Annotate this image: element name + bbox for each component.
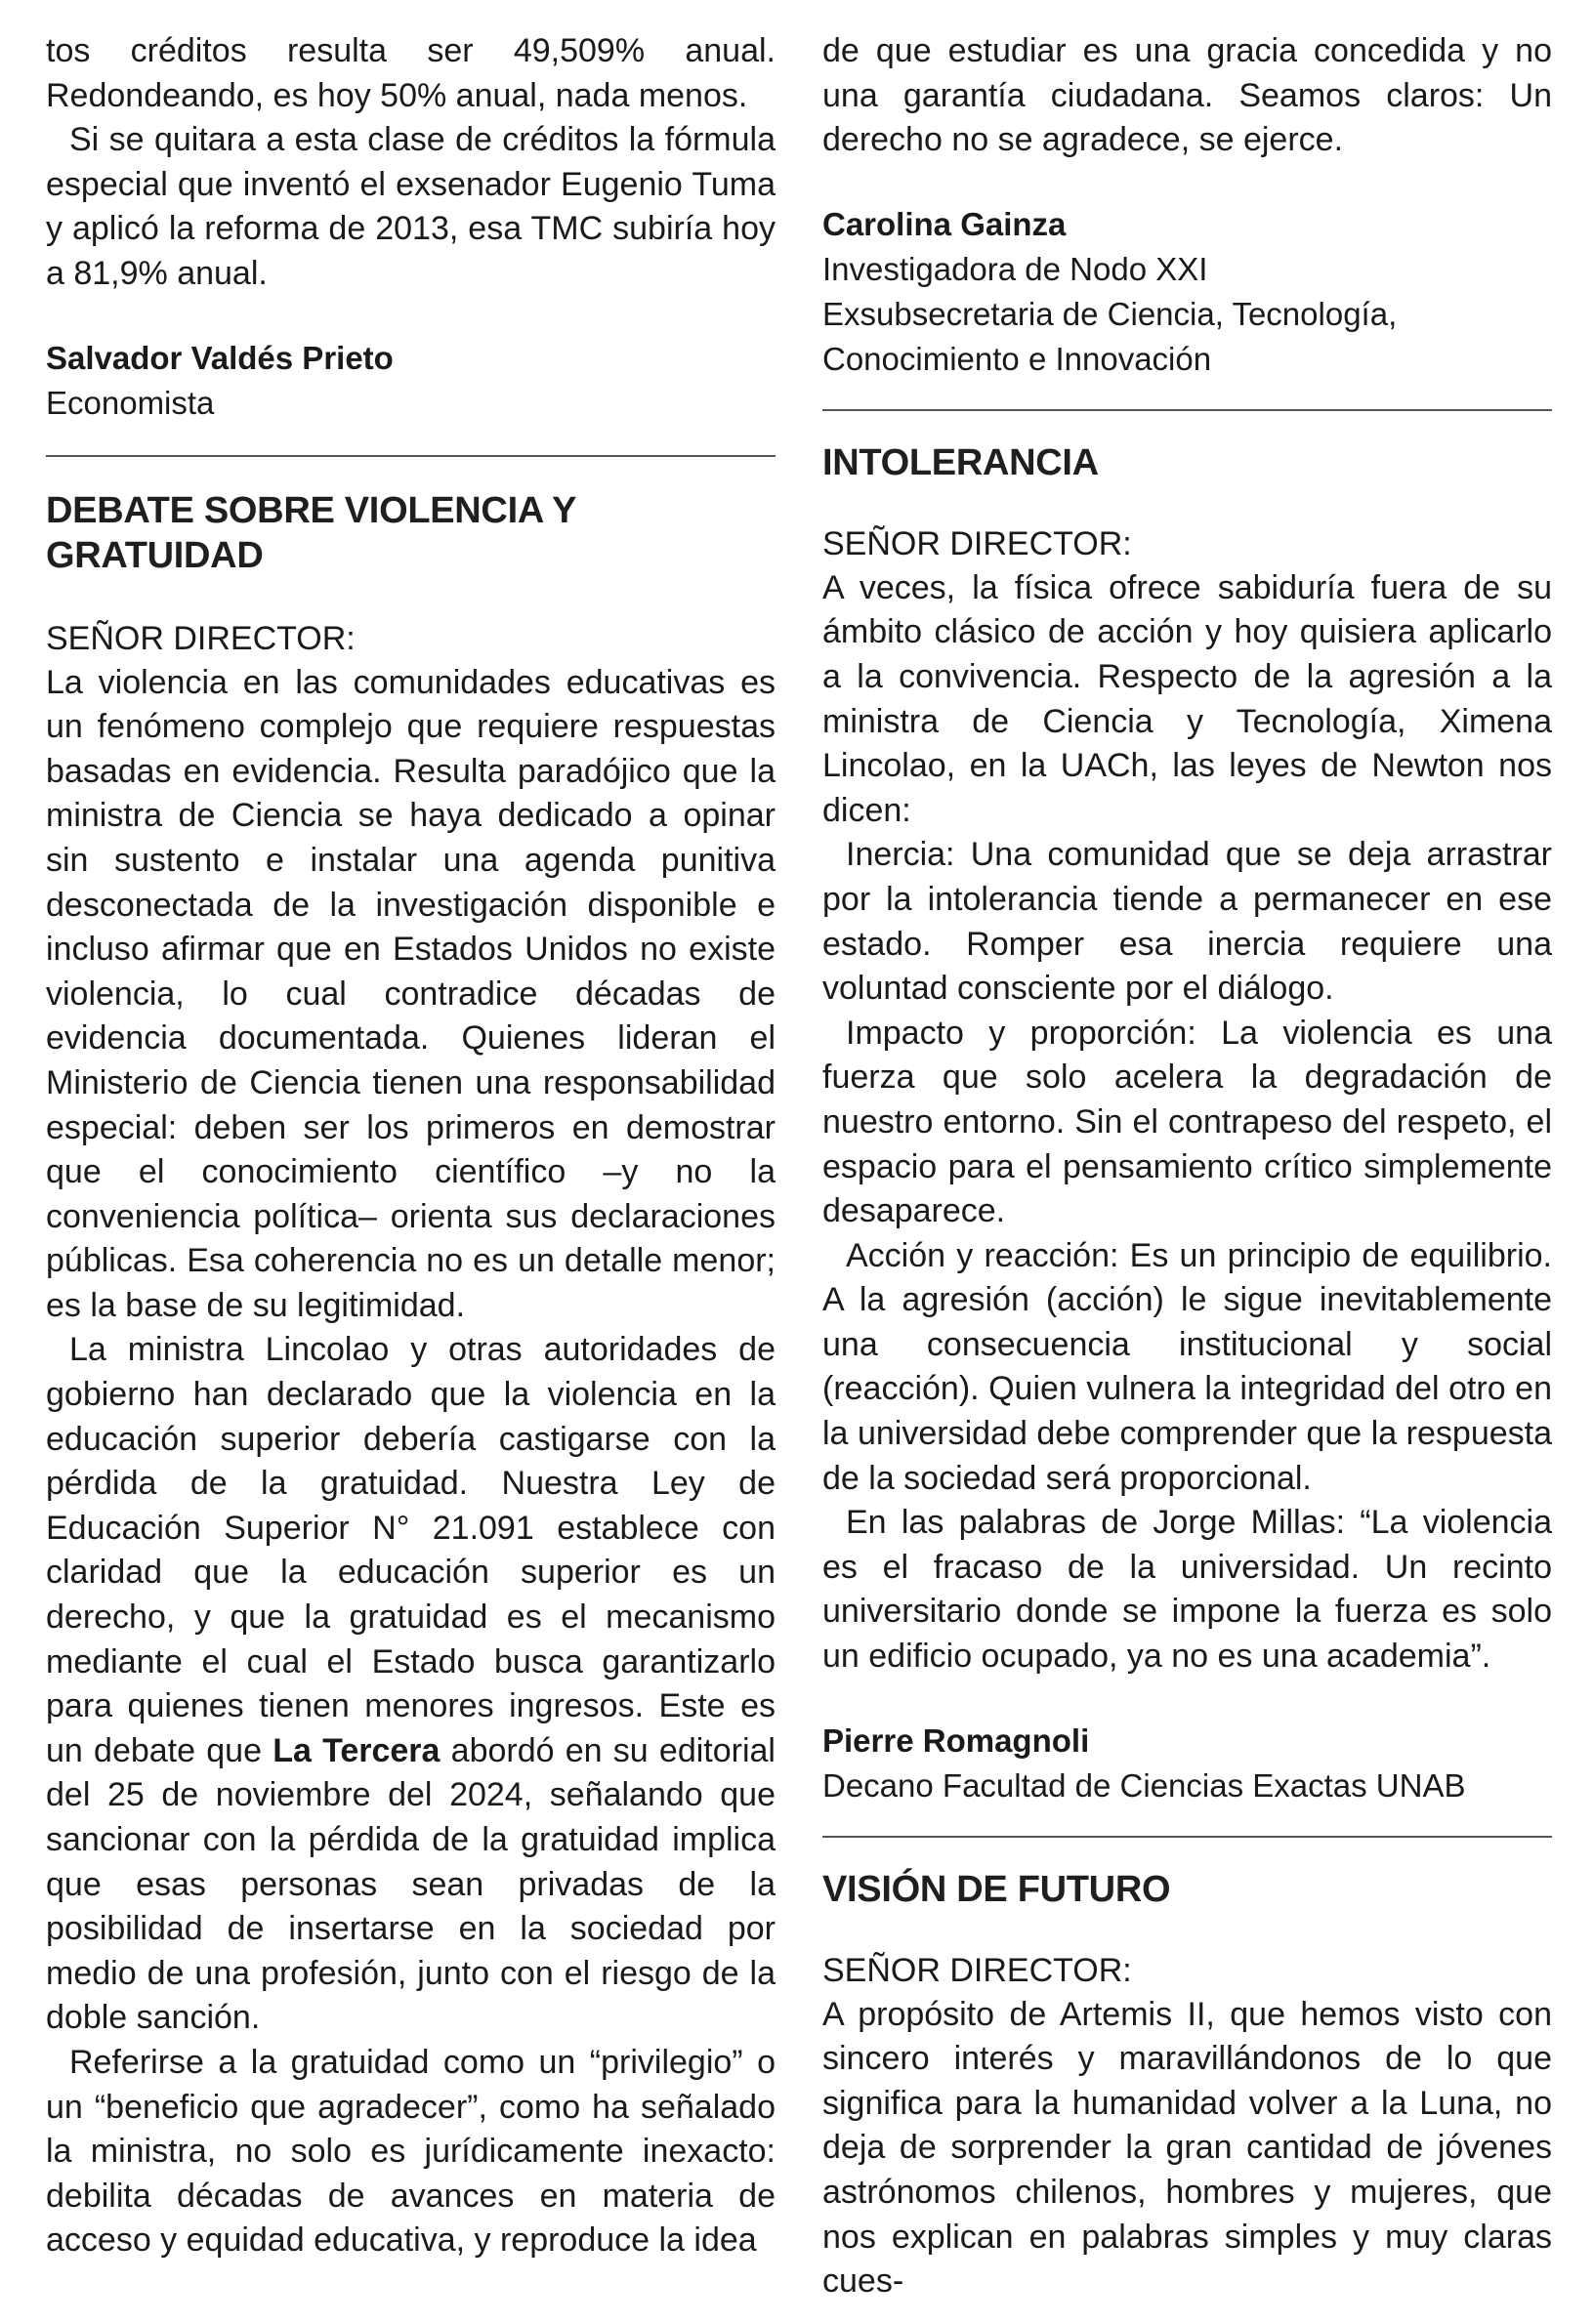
paragraph-text: abordó en su editorial del 25 de noviembre del 2024, señalando que sancionar con la pérdida de la gratuidad implica que esas personas sean privadas de la posibilidad de insertarse en la sociedad por medio de una profesión, junto con el riesgo de la doble sanción. xyxy=(46,1731,776,2037)
article-title-line: DEBATE SOBRE VIOLENCIA Y xyxy=(46,489,577,531)
author-name: Pierre Romagnoli xyxy=(822,1722,1090,1759)
article-paragraph: Acción y reacción: Es un principio de equilibrio. A la agresión (acción) le sigue inevitablemente una consecuencia institucional y social (reacción). Quien vulnera la integridad del otro en la universidad debe comprender que la respuesta de la sociedad será proporcional. xyxy=(822,1236,1552,1497)
article-paragraph: Inercia: Una comunidad que se deja arrastrar por la intolerancia tiende a permanecer en ese estado. Romper esa inercia requiere una voluntad consciente por el diálogo. xyxy=(822,836,1552,1008)
article-paragraph: A propósito de Artemis II, que hemos visto con sincero interés y maravillándonos de lo que significa para la humanidad volver a la Luna, no deja de sorprender la gran cantidad de jóvenes astrónomos chilenos, hombres y mujeres, que nos explican en palabras simples y muy claras cues- xyxy=(822,1995,1552,2301)
author-name: Salvador Valdés Prieto xyxy=(46,339,394,376)
author-role: Exsubsecretaria de Ciencia, Tecnología, Conocimiento e Innovación xyxy=(822,295,1398,377)
article-title-line: GRATUIDAD xyxy=(46,534,264,576)
salutation: SEÑOR DIRECTOR: xyxy=(822,1951,1132,1989)
continued-paragraph: Si se quitara a esta clase de créditos la fórmula especial que inventó el exsenador Eugenio Tuma y aplicó la reforma de 2013, esa TMC subiría hoy a 81,9% anual. xyxy=(46,121,776,292)
author-role: Investigadora de Nodo XXI xyxy=(822,250,1208,287)
author-name: Carolina Gainza xyxy=(822,205,1067,242)
left-column xyxy=(46,29,776,2263)
article-title: INTOLERANCIA xyxy=(822,441,1099,483)
salutation: SEÑOR DIRECTOR: xyxy=(46,619,356,657)
article-paragraph: La violencia en las comunidades educativas es un fenómeno complejo que requiere respuestas basadas en evidencia. Resulta paradójico que la ministra de Ciencia se haya dedicado a opinar sin sustento e instalar una agenda punitiva desconectada de la investigación disponible e incluso afirmar que en Estados Unidos no existe violencia, lo cual contradice décadas de evidencia documentada. Quienes lideran el Ministerio de Ciencia tienen una responsabilidad especial: deben ser los primeros en demostrar que el conocimiento científico –y no la conveniencia política– orienta sus declaraciones públicas. Esa coherencia no es un detalle menor; es la base de su legitimidad. xyxy=(46,663,776,1324)
salutation: SEÑOR DIRECTOR: xyxy=(822,524,1132,562)
article-paragraph xyxy=(46,1328,776,2041)
continued-paragraph: tos créditos resulta ser 49,509% anual. Redondeando, es hoy 50% anual, nada menos. xyxy=(46,32,776,114)
article-paragraph: En las palabras de Jorge Millas: “La violencia es el fracaso de la universidad. Un recinto universitario donde se impone la fuerza es solo un edificio ocupado, ya no es una academia”. xyxy=(822,1504,1552,1676)
continued-paragraph: de que estudiar es una gracia concedida y no una garantía ciudadana. Seamos claros: Un derecho no se agradece, se ejerce. xyxy=(822,32,1552,159)
author-role: Economista xyxy=(46,384,215,421)
article-paragraph: Impacto y proporción: La violencia es una fuerza que solo acelera la degradación de nuestro entorno. Sin el contrapeso del respeto, el espacio para el pensamiento crítico simplemente desaparece. xyxy=(822,1014,1552,1230)
paragraph-text: La ministra Lincolao y otras autoridades de gobierno han declarado que la violencia en la educación superior debería castigarse con la pérdida de la gratuidad. Nuestra Ley de Educación Superior N° 21.091 establece con claridad que la educación superior es un derecho, y que la gratuidad es el mecanismo mediante el cual el Estado busca garantizarlo para quienes tienen menores ingresos. Este es un debate que xyxy=(46,1331,776,1769)
article-title xyxy=(46,488,776,578)
article-paragraph: A veces, la física ofrece sabiduría fuera de su ámbito clásico de acción y hoy quisiera aplicarlo a la convivencia. Respecto de la agresión a la ministra de Ciencia y Tecnología, Ximena Lincolao, en la UACh, las leyes de Newton nos dicen: xyxy=(822,568,1552,829)
article-title: VISIÓN DE FUTURO xyxy=(822,1868,1171,1910)
newspaper-name: La Tercera xyxy=(273,1731,440,1769)
author-role: Decano Facultad de Ciencias Exactas UNAB xyxy=(822,1766,1466,1804)
right-column xyxy=(822,29,1552,2304)
article-paragraph: Referirse a la gratuidad como un “privilegio” o un “beneficio que agradecer”, como ha señalado la ministra, no solo es jurídicamente inexacto: debilita décadas de avances en materia de acceso y equidad educativa, y reproduce la idea xyxy=(46,2043,776,2260)
